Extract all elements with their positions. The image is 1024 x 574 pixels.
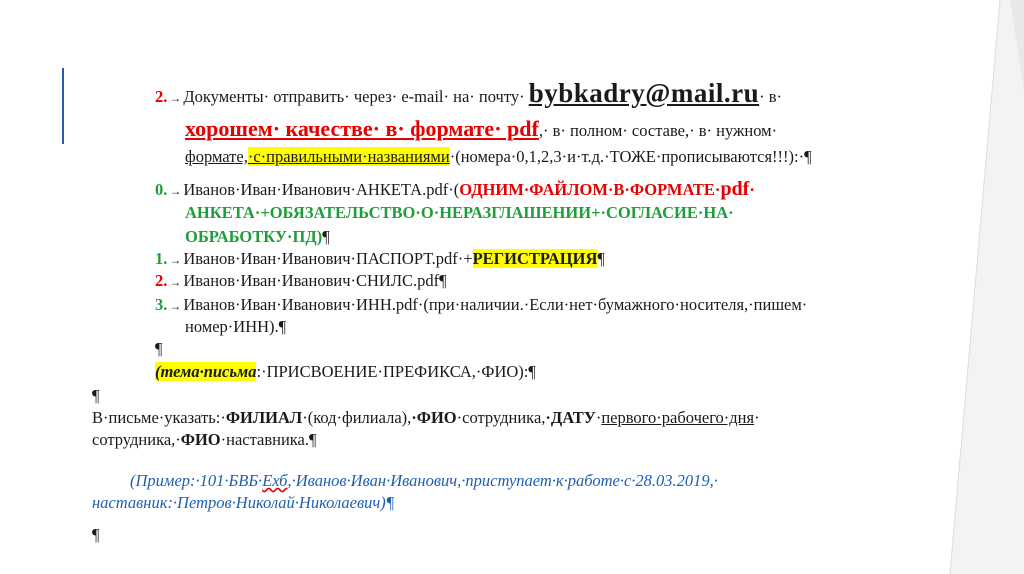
item-2-text-3: ·(номера·0,1,2,3·и·т.д.·ТОЖЕ·прописываются!!!):·¶ bbox=[449, 147, 812, 166]
example-code: Ехб bbox=[262, 471, 288, 490]
example-line-1 bbox=[130, 470, 718, 492]
item-1-number: 1. bbox=[155, 249, 168, 268]
item-0-red-pdf: pdf bbox=[720, 178, 750, 200]
instr-text-1: В·письме·указать:· bbox=[92, 408, 226, 427]
instr-first-day: первого·рабочего·дня bbox=[601, 408, 755, 427]
instr-text-5: · bbox=[754, 408, 760, 427]
quality-text: хорошем· качестве· в· формате· pdf bbox=[185, 116, 539, 141]
item-3-number: 3. bbox=[155, 295, 168, 314]
blank-pilcrow-3: ¶ bbox=[92, 525, 100, 544]
example-line-2: наставник:·Петров·Николай·Николаевич)¶ bbox=[92, 493, 395, 512]
item-0-green-1: АНКЕТА·+ОБЯЗАТЕЛЬСТВО·О·НЕРАЗГЛАШЕНИИ+·СОГЛАСИЕ·НА· bbox=[185, 203, 734, 222]
item-2-line-2 bbox=[185, 118, 777, 142]
item-2-line-3 bbox=[185, 146, 812, 168]
item-2-line-1 bbox=[155, 78, 783, 109]
item-2-text-tail: · в· bbox=[759, 87, 783, 106]
item-0-text: Иванов·Иван·Иванович·АНКЕТА.pdf·( bbox=[183, 180, 460, 199]
item-2b-number: 2. bbox=[155, 271, 168, 290]
item-0-green-2: ОБРАБОТКУ·ПД) bbox=[185, 227, 323, 246]
item-0-line-2 bbox=[185, 202, 734, 224]
email-address: bybkadry@mail.ru bbox=[528, 78, 760, 108]
instruction-line-2 bbox=[92, 429, 316, 451]
item-1-line bbox=[155, 248, 605, 271]
instr-fio: ·ФИО bbox=[411, 408, 457, 427]
slide-corner-decoration bbox=[930, 0, 1024, 574]
item-0-red-tail: · bbox=[749, 180, 755, 199]
instr-text-2: ·(код·филиала), bbox=[302, 408, 412, 427]
subject-label: (тема·письма bbox=[155, 362, 257, 381]
blank-pilcrow-2: ¶ bbox=[92, 386, 100, 405]
item-3-text-2: номер·ИНН).¶ bbox=[185, 317, 287, 336]
example-text-2: ,·Иванов·Иван·Иванович,·приступает·к·работе·с·28.03.2019,· bbox=[287, 471, 718, 490]
item-2-number: 2. bbox=[155, 87, 168, 106]
arrow-icon: → bbox=[169, 299, 182, 313]
example-text-1: (Пример:·101·БВБ· bbox=[130, 471, 263, 490]
item-2-text: Документы· отправить· через· e-mail· на· почту· bbox=[183, 87, 525, 106]
subject-line bbox=[155, 361, 536, 383]
instr-text-7: ·наставника.¶ bbox=[220, 430, 317, 449]
correct-names: ·с·правильными·названиями bbox=[247, 147, 450, 166]
item-2b-text: Иванов·Иван·Иванович·СНИЛС.pdf¶ bbox=[183, 271, 447, 290]
item-1-text: Иванов·Иван·Иванович·ПАСПОРТ.pdf·+ bbox=[183, 249, 473, 268]
instruction-line-1 bbox=[92, 407, 760, 429]
instr-text-6: сотрудника,· bbox=[92, 430, 181, 449]
item-0-line-3 bbox=[185, 226, 330, 248]
item-2b-line bbox=[155, 270, 447, 293]
arrow-icon: → bbox=[169, 253, 182, 267]
registration-text: РЕГИСТРАЦИЯ bbox=[472, 249, 598, 268]
item-3-text-1: Иванов·Иван·Иванович·ИНН.pdf·(при·наличии.·Если·нет·бумажного·носителя,·пишем· bbox=[183, 295, 808, 314]
arrow-icon: → bbox=[169, 91, 182, 105]
item-3-line-1 bbox=[155, 294, 807, 317]
item-0-number: 0. bbox=[155, 180, 168, 199]
blank-pilcrow-1: ¶ bbox=[155, 339, 163, 358]
arrow-icon: → bbox=[169, 184, 182, 198]
subject-text: :·ПРИСВОЕНИЕ·ПРЕФИКСА,·ФИО):¶ bbox=[256, 362, 536, 381]
pilcrow: ¶ bbox=[322, 227, 330, 246]
item-0-red: ОДНИМ·ФАЙЛОМ·В·ФОРМАТЕ· bbox=[459, 180, 721, 199]
accent-bar bbox=[62, 68, 64, 144]
instr-text-3: ·сотрудника, bbox=[456, 408, 546, 427]
instr-text-4: · bbox=[595, 408, 602, 427]
item-0-line-1 bbox=[155, 178, 755, 202]
item-3-line-2 bbox=[185, 316, 286, 338]
instr-date: ·ДАТУ bbox=[545, 408, 596, 427]
item-2-text-2: ,· в· полном· составе,· в· нужном· bbox=[538, 121, 778, 140]
instr-mentor-fio: ФИО bbox=[180, 430, 221, 449]
format-word: формате, bbox=[185, 147, 248, 166]
arrow-icon: → bbox=[169, 275, 182, 289]
pilcrow: ¶ bbox=[597, 249, 605, 268]
instr-branch: ФИЛИАЛ bbox=[225, 408, 303, 427]
